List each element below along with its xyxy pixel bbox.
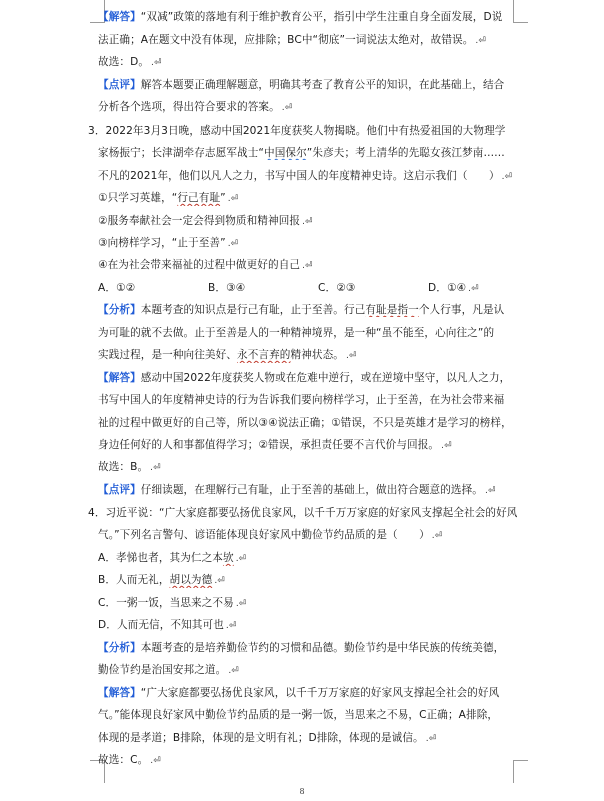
q2-jieda-line-1: 【解答】“双减”政策的落地有利于维护教育公平，指引中学生注重自身全面发展，D说 xyxy=(98,11,503,23)
q3-dianping: 【点评】仔细读题，在理解行己有耻，止于至善的基础上，做出符合题意的选择。 .⏎ xyxy=(98,484,496,496)
q3-stem-line-3: 不凡的2021年，他们以凡人之力，书写中国人的年度精神史诗。这启示我们（ ） .⏎ xyxy=(98,170,513,182)
jieda-tag: 【解答】 xyxy=(98,11,141,23)
q2-dianping-line-1: 【点评】解答本题要正确理解题意，明确其考查了教育公平的知识，在此基础上，结合 xyxy=(98,79,505,91)
q3-fenxi-line-1: 【分析】本题考查的知识点是行己有耻，止于至善。行己有耻是指一个人行事，凡是认 xyxy=(98,304,505,316)
fenxi-tag: 【分析】 xyxy=(98,642,141,654)
dianping-tag: 【点评】 xyxy=(98,79,141,91)
q3-answer: 故选：B。 .⏎ xyxy=(98,461,161,473)
option-d: D．①④ xyxy=(428,282,467,294)
option-a: A．①② xyxy=(98,282,136,294)
q3-stem-line-2: 家杨振宁；长津湖牵存志愿军战士“中国保尔”朱彦夫；考上清华的先聪女孩江梦南…… xyxy=(98,147,505,159)
q3-fenxi-line-3: 实践过程，是一种向往美好、永不言弃的精神状态。 .⏎ xyxy=(98,349,357,361)
q3-statement-1: ①只学习英雄，“行己有耻” .⏎ xyxy=(98,192,239,204)
question-number: 3． xyxy=(88,125,106,137)
q2-answer: 故选：D。 .⏎ xyxy=(98,56,162,68)
option-b: B．③④ xyxy=(208,282,246,294)
q3-stem-line-1: 3．2022年3月3日晚，感动中国2021年度获奖人物揭晓。他们中有热爱祖国的大物理学 xyxy=(88,125,506,137)
option-c: C．②③ xyxy=(318,282,356,294)
q4-jieda-line-1: 【解答】“广大家庭都要弘扬优良家风，以千千万万家庭的好家风支撑起全社会的好风 xyxy=(98,687,500,699)
q4-option-a: A．孝悌也者，其为仁之本欤 .⏎ xyxy=(98,552,247,564)
jieda-tag: 【解答】 xyxy=(98,687,141,699)
q4-stem-line-2: 气。”下列名言警句、谚语能体现良好家风中勤俭节约品质的是（ ） .⏎ xyxy=(98,529,443,541)
question-number: 4． xyxy=(88,507,106,519)
dianping-tag: 【点评】 xyxy=(98,484,141,496)
q4-jieda-line-3: 体现的是孝道；B排除，体现的是文明有礼；D排除，体现的是诚信。 .⏎ xyxy=(98,732,437,744)
q4-option-b: B．人而无礼，胡以为德 .⏎ xyxy=(98,574,225,586)
q4-option-c: C．一粥一饭，当思来之不易 .⏎ xyxy=(98,597,247,609)
q4-option-d: D．人而无信，不知其可也 .⏎ xyxy=(98,619,237,631)
q4-fenxi-line-1: 【分析】本题考查的是培养勤俭节约的习惯和品德。勤俭节约是中华民族的传统美德， xyxy=(98,642,505,654)
q4-stem-line-1: 4．习近平说：“广大家庭都要弘扬优良家风，以千千万万家庭的好家风支撑起全社会的好风 xyxy=(88,507,518,519)
q4-answer: 故选：C。 .⏎ xyxy=(98,754,161,766)
page-number: 8 xyxy=(299,787,305,796)
q3-statement-4: ④在为社会带来福祉的过程中做更好的自己 .⏎ xyxy=(98,259,313,271)
q3-jieda-line-2: 书写中国人的年度精神史诗的行为告诉我们要向榜样学习，止于至善，在为社会带来福 xyxy=(98,394,505,406)
q3-fenxi-line-2: 为可耻的就不去做。止于至善是人的一种精神境界，是一种“虽不能至，心向往之”的 xyxy=(98,327,495,339)
q3-jieda-line-3: 祉的过程中做更好的自己等，所以③④说法正确；①错误，不只是英雄才是学习的榜样， xyxy=(98,417,512,429)
q4-jieda-line-2: 气。”能体现良好家风中勤俭节约品质的是一粥一饭，当思来之不易，C正确；A排除， xyxy=(98,709,499,721)
fenxi-tag: 【分析】 xyxy=(98,304,141,316)
q3-options: A．①② B．③④ C．②③ D．①④ .⏎ xyxy=(98,282,479,294)
jieda-tag: 【解答】 xyxy=(98,372,141,384)
q4-fenxi-line-2: 勤俭节约是治国安邦之道。 .⏎ xyxy=(98,664,239,676)
q2-jieda-line-2: 法正确；A在题文中没有体现，应排除；BC中“彻底”一词说法太绝对，故错误。 .⏎ xyxy=(98,34,487,46)
q3-statement-3: ③向榜样学习，“止于至善” .⏎ xyxy=(98,237,239,249)
q2-dianping-line-2: 分析各个选项，得出符合要求的答案。 .⏎ xyxy=(98,101,293,113)
q3-statement-2: ②服务奉献社会一定会得到物质和精神回报 .⏎ xyxy=(98,215,313,227)
q3-jieda-line-4: 身边任何好的人和事都值得学习；②错误，承担责任要不言代价与回报。 .⏎ xyxy=(98,439,452,451)
q3-jieda-line-1: 【解答】感动中国2022年度获奖人物或在危难中逆行，或在逆境中坚守，以凡人之力， xyxy=(98,372,511,384)
